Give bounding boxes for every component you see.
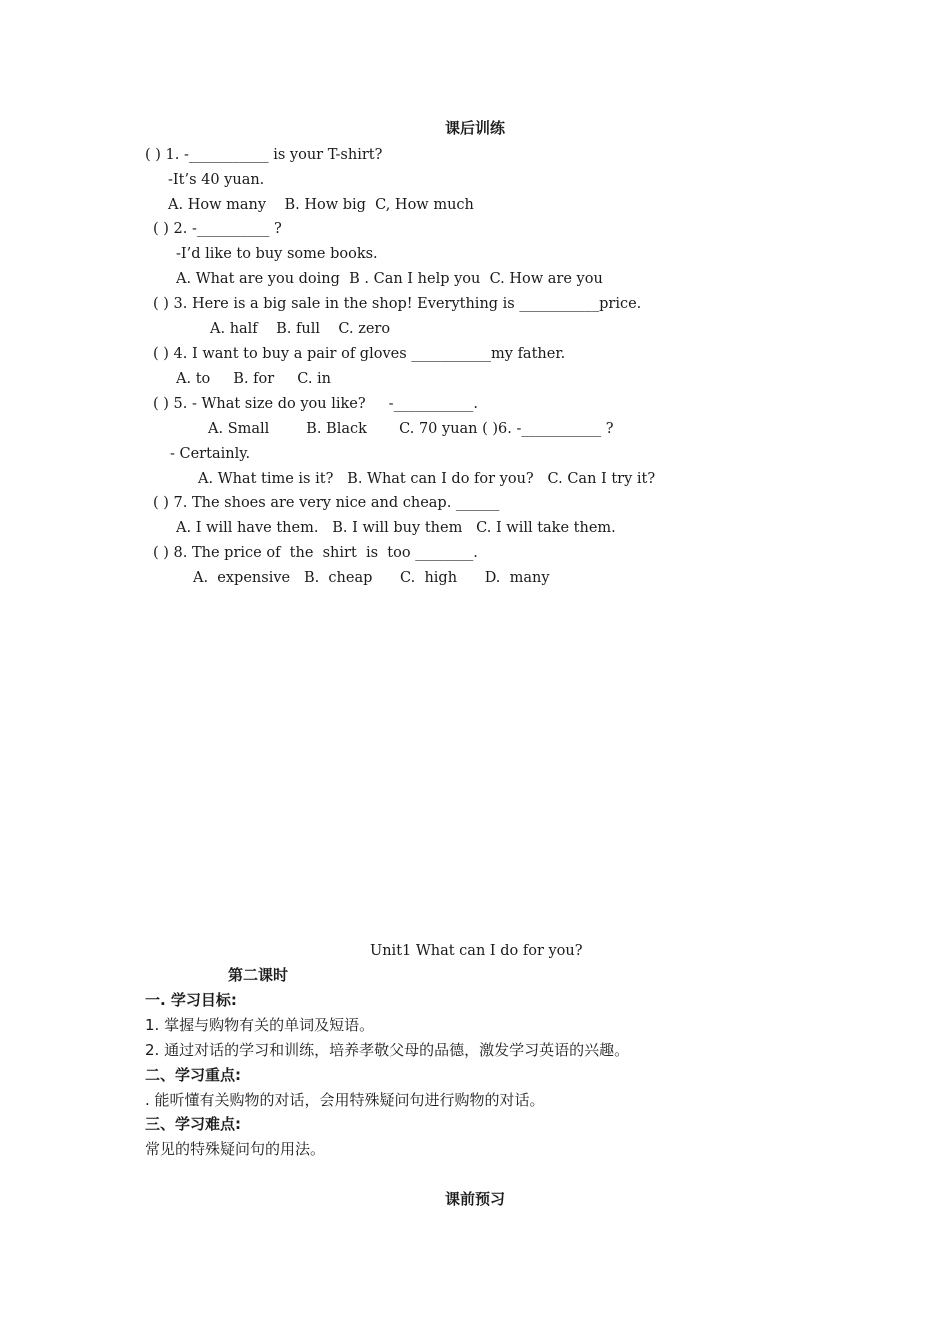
- question-4-stem: ( ) 4. I want to buy a pair of gloves ___________my father.: [153, 346, 566, 362]
- question-5-options-and-question-6-stem: A. Small B. Black C. 70 yuan ( )6. -___________ ?: [208, 421, 614, 437]
- section-title-preview: 课前预习: [444, 1190, 505, 1208]
- question-8-stem: ( ) 8. The price of the shirt is too ________.: [153, 545, 478, 561]
- question-1-answer: -It’s 40 yuan.: [168, 172, 265, 188]
- question-1-stem: ( ) 1. -___________ is your T-shirt?: [145, 147, 383, 163]
- question-5-stem: ( ) 5. - What size do you like? -___________.: [153, 396, 478, 412]
- unit-title: Unit1 What can I do for you?: [370, 943, 583, 959]
- focus-text: . 能听懂有关购物的对话，会用特殊疑问句进行购物的对话。: [145, 1091, 545, 1109]
- question-8-options: A. expensive B. cheap C. high D. many: [193, 570, 550, 586]
- question-7-stem: ( ) 7. The shoes are very nice and cheap. ______: [153, 495, 500, 511]
- lesson-title: 第二课时: [228, 966, 289, 984]
- question-3-stem: ( ) 3. Here is a big sale in the shop! Everything is ___________price.: [153, 296, 642, 312]
- question-3-options: A. half B. full C. zero: [210, 321, 391, 337]
- question-2-options: A. What are you doing B . Can I help you C. How are you: [176, 271, 603, 287]
- objective-item-1: 1. 掌握与购物有关的单词及短语。: [145, 1016, 375, 1034]
- objectives-heading: 一. 学习目标:: [145, 991, 237, 1009]
- difficulty-heading: 三、学习难点:: [145, 1115, 241, 1133]
- section-title-after-class: 课后训练: [444, 119, 505, 137]
- question-6-options: A. What time is it? B. What can I do for you? C. Can I try it?: [198, 471, 656, 487]
- objective-item-2: 2. 通过对话的学习和训练，培养孝敬父母的品德，激发学习英语的兴趣。: [145, 1041, 630, 1059]
- question-1-options: A. How many B. How big C, How much: [168, 197, 474, 213]
- question-6-answer: - Certainly.: [170, 446, 251, 462]
- question-7-options: A. I will have them. B. I will buy them C. I will take them.: [176, 520, 616, 536]
- question-2-stem: ( ) 2. -__________ ?: [153, 221, 282, 237]
- question-2-answer: -I’d like to buy some books.: [176, 246, 378, 262]
- focus-heading: 二、学习重点:: [145, 1066, 241, 1084]
- question-4-options: A. to B. for C. in: [176, 371, 332, 387]
- difficulty-text: 常见的特殊疑问句的用法。: [145, 1140, 326, 1158]
